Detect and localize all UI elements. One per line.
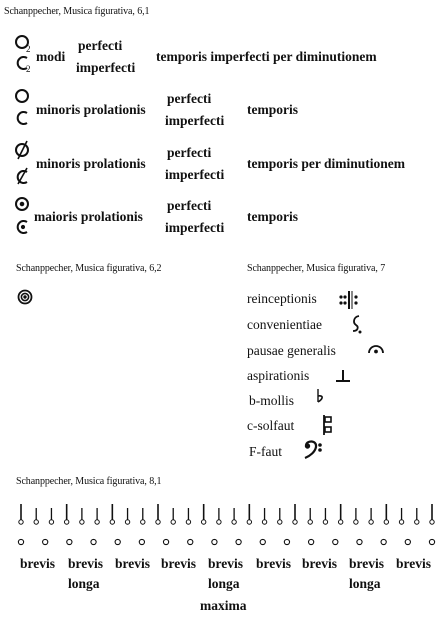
beat-note-head: [308, 520, 312, 524]
sign-label-b-mollis: b-mollis: [249, 393, 295, 408]
sign-label-reinceptionis: reinceptionis: [247, 291, 317, 306]
row4-lower: imperfecti: [165, 220, 225, 235]
row1-lower: imperfecti: [76, 60, 136, 75]
beat-note-head: [399, 520, 403, 524]
beat-note-head: [247, 520, 251, 524]
semibrevis-circle: [236, 539, 241, 544]
beat-note-head: [262, 520, 266, 524]
row3-lower: imperfecti: [165, 167, 225, 182]
semibrevis-circle: [357, 539, 362, 544]
brevis-label: brevis: [115, 556, 151, 571]
semibrevis-circle: [381, 539, 386, 544]
aspiration-sign-icon: [334, 368, 352, 384]
beat-strokes-row: [0, 500, 442, 550]
caption-7: Schanppecher, Musica figurativa, 7: [247, 263, 386, 274]
brevis-label: brevis: [208, 556, 244, 571]
f-clef-icon: [303, 440, 323, 460]
c-clef-icon: [322, 414, 334, 436]
mensuration-signs-diminution-icon: [14, 142, 36, 184]
semibrevis-circle: [260, 539, 265, 544]
subscript-upper: 2: [26, 44, 31, 54]
semibrevis-circle: [309, 539, 314, 544]
longa-label: longa: [68, 576, 100, 591]
beat-note-head: [278, 520, 282, 524]
semibrevis-circle: [139, 539, 144, 544]
semibrevis-circle: [67, 539, 72, 544]
brevis-label: brevis: [20, 556, 56, 571]
concentric-circles-icon: [17, 289, 33, 305]
beat-note-head: [354, 520, 358, 524]
caption-6-1: Schanppecher, Musica figurativa, 6,1: [4, 6, 150, 17]
beat-note-head: [125, 520, 129, 524]
mensuration-signs-major-icon: [14, 196, 34, 236]
row3-right: temporis per diminutionem: [247, 156, 405, 171]
sign-label-c-solfaut: c-solfaut: [247, 418, 295, 433]
repeat-sign-icon: [339, 290, 361, 310]
row4-right: temporis: [247, 209, 298, 224]
row1-right: temporis imperfecti per diminutionem: [156, 49, 377, 64]
fermata-icon: [367, 343, 385, 355]
sign-label-f-faut: F-faut: [249, 444, 282, 459]
row4-word: maioris prolationis: [34, 209, 143, 224]
semibrevis-circle: [405, 539, 410, 544]
beat-note-head: [49, 520, 53, 524]
beat-note-head: [293, 520, 297, 524]
flat-sign-icon: [316, 388, 326, 404]
beat-note-head: [141, 520, 145, 524]
row3-word: minoris prolationis: [36, 156, 146, 171]
row3-upper: perfecti: [167, 145, 212, 160]
semibrevis-circle: [212, 539, 217, 544]
beat-note-head: [19, 520, 23, 524]
subscript-lower: 2: [26, 64, 31, 74]
semibrevis-circle: [91, 539, 96, 544]
row2-upper: perfecti: [167, 91, 212, 106]
beat-note-head: [156, 520, 160, 524]
beat-note-head: [95, 520, 99, 524]
semibrevis-circle: [18, 539, 23, 544]
row4-upper: perfecti: [167, 198, 212, 213]
semibrevis-circle: [43, 539, 48, 544]
sign-label-convenientiae: convenientiae: [247, 317, 322, 332]
mensuration-signs-modi-icon: [14, 34, 34, 74]
beat-note-head: [217, 520, 221, 524]
brevis-label: brevis: [161, 556, 197, 571]
semibrevis-circle: [429, 539, 434, 544]
beat-note-head: [34, 520, 38, 524]
brevis-label: brevis: [256, 556, 292, 571]
row1-word: modi: [36, 49, 66, 64]
beat-note-head: [201, 520, 205, 524]
beat-note-head: [323, 520, 327, 524]
semibrevis-circle: [333, 539, 338, 544]
longa-label: longa: [349, 576, 381, 591]
beat-note-head: [430, 520, 434, 524]
beat-note-head: [232, 520, 236, 524]
beat-note-head: [64, 520, 68, 524]
brevis-label: brevis: [68, 556, 104, 571]
sign-label-aspirationis: aspirationis: [247, 368, 310, 383]
beat-note-head: [369, 520, 373, 524]
semibrevis-circle: [284, 539, 289, 544]
beat-note-head: [415, 520, 419, 524]
beat-note-head: [110, 520, 114, 524]
semibrevis-circle: [115, 539, 120, 544]
row2-word: minoris prolationis: [36, 102, 146, 117]
brevis-label: brevis: [349, 556, 385, 571]
maxima-label: maxima: [200, 598, 247, 613]
beat-note-head: [171, 520, 175, 524]
semibrevis-circle: [188, 539, 193, 544]
sign-label-pausae-generalis: pausae generalis: [247, 343, 336, 358]
row2-lower: imperfecti: [165, 113, 225, 128]
beat-note-head: [338, 520, 342, 524]
row2-right: temporis: [247, 102, 298, 117]
caption-6-2: Schanppecher, Musica figurativa, 6,2: [16, 263, 162, 274]
brevis-label: brevis: [302, 556, 338, 571]
beat-note-head: [186, 520, 190, 524]
signum-congruentiae-icon: [350, 314, 364, 334]
semibrevis-circle: [163, 539, 168, 544]
caption-8-1: Schanppecher, Musica figurativa, 8,1: [16, 476, 162, 487]
beat-note-head: [80, 520, 84, 524]
brevis-label: brevis: [396, 556, 432, 571]
beat-note-head: [384, 520, 388, 524]
mensuration-signs-minor-icon: [14, 88, 34, 128]
row1-upper: perfecti: [78, 38, 123, 53]
longa-label: longa: [208, 576, 240, 591]
